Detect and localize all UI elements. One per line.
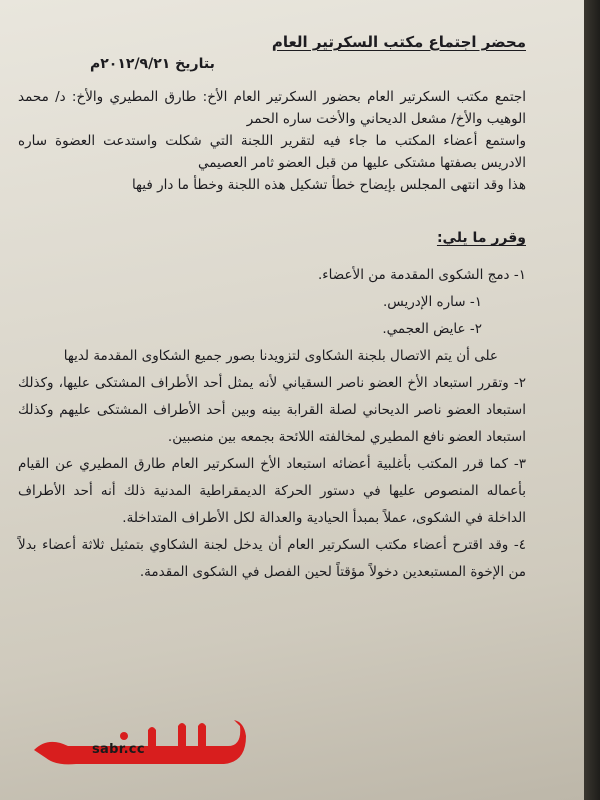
decision-subitem: ٢- عايض العجمي. xyxy=(382,321,482,337)
decision-subitem: ١- ساره الإدريس. xyxy=(383,294,482,310)
document-title: محضر اجتماع مكتب السكرتير العام xyxy=(271,33,526,51)
decision-item-2: ٢- وتقرر استبعاد الأخ العضو ناصر السقياني لأنه يمثل أحد الأطراف المشتكى عليها، وكذلك استبعاد العضو ناصر الديحاني لصلة القرابة بينه وبين أحد الأطراف المشتكى عليهم وكذلك استبعاد العضو نافع المطيري لمخالفته اللائحة بجمعه بين منصبين. xyxy=(18,375,526,445)
intro-paragraph-3: هذا وقد انتهى المجلس بإيضاح خطأ تشكيل هذه اللجنة وخطأ ما دار فيها xyxy=(131,177,526,193)
decision-item-3: ٣- كما قرر المكتب بأغلبية أعضائه استبعاد الأخ السكرتير العام طارق المطيري عن القيام بأعماله المنصوص عليها في دستور الحركة الديمقراطية المدنية ذلك أنه أحد الأطراف الداخلة في الشكوى، عملاً بمبدأ الحيادية والعدالة لكل الأطراف المتداخلة. xyxy=(18,456,526,526)
document-date: بتاريخ ٢٠١٢/٩/٢١م xyxy=(90,56,215,72)
sabr-logo xyxy=(28,706,248,786)
intro-paragraph-1: اجتمع مكتب السكرتير العام بحضور السكرتير العام الأخ: طارق المطيري والأخ: د/ محمد الوهيب والأخ/ مشعل الديحاني والأخت ساره الحمر xyxy=(18,89,526,127)
sabr-domain: sabr.cc xyxy=(92,742,145,757)
decisions-heading: وقرر ما يلي: xyxy=(436,230,526,246)
decision-item-1: ١- دمج الشكوى المقدمة من الأعضاء. xyxy=(318,267,526,283)
paper-edge xyxy=(584,0,600,800)
intro-paragraph-2: واستمع أعضاء المكتب ما جاء فيه لتقرير اللجنة التي شكلت واستدعت العضوة ساره الادريس بصفتها مشتكى عليها من قبل العضو ثامر العصيمي xyxy=(18,133,526,171)
document-body xyxy=(18,30,526,586)
decision-item-4: ٤- وقد اقترح أعضاء مكتب السكرتير العام أن يدخل لجنة الشكاوي بتمثيل ثلاثة أعضاء بدلاً من الإخوة المستبعدين دخولاً مؤقتاً لحين الفصل في الشكوى المقدمة. xyxy=(18,537,526,580)
decision-item-1-note: على أن يتم الاتصال بلجنة الشكاوى لتزويدنا بصور جميع الشكاوى المقدمة لديها xyxy=(63,348,498,364)
header xyxy=(18,30,526,78)
